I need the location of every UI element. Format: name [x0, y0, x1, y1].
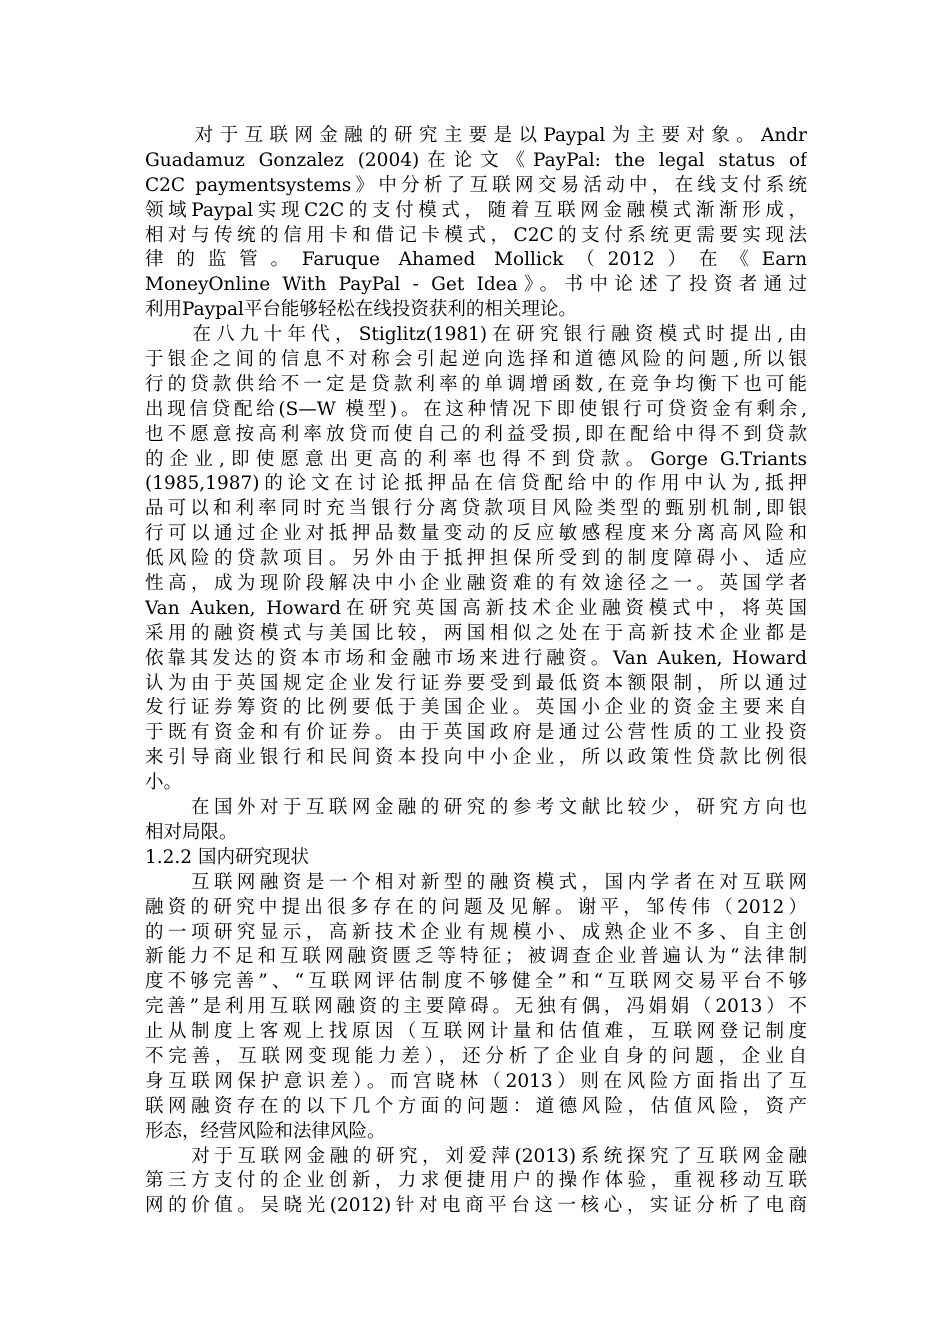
text-line: 度不够完善”、“互联网评估制度不够健全”和“互联网交易平台不够 [145, 971, 807, 993]
text-line: 对于互联网金融的研究主要是以Paypal为主要对象。Andr [145, 125, 807, 146]
text-line: 于既有资金和有价证券。由于英国政府是通过公营性质的工业投资 [145, 722, 807, 744]
text-line: 发行证券筹资的比例要低于美国企业。英国小企业的资金主要来自 [145, 697, 807, 719]
document-page [145, 124, 807, 1219]
text-line: C2C paymentsystems》中分析了互联网交易活动中，在线支付系统 [145, 174, 807, 196]
paragraph-domestic-research [145, 871, 807, 1145]
paragraph-internet-finance-research [145, 1145, 807, 1220]
text-line: 依靠其发达的资本市场和金融市场来进行融资。Van Auken, Howard [145, 647, 807, 669]
text-line: 对于互联网金融的研究，刘爱萍(2013)系统探究了互联网金融 [145, 1145, 807, 1167]
text-line: 来引导商业银行和民间资本投向中小企业，所以政策性贷款比例很 [145, 747, 807, 769]
section-heading [145, 846, 807, 871]
text-line: 互联网融资是一个相对新型的融资模式，国内学者在对互联网 [145, 871, 807, 893]
text-line: 于银企之间的信息不对称会引起逆向选择和道德风险的问题,所以银 [145, 349, 807, 371]
text-line: 相对与传统的信用卡和借记卡模式，C2C的支付系统更需要实现法 [145, 224, 807, 246]
text-line: 身互联网保护意识差）。而宫晓林（2013）则在风险方面指出了互 [145, 1070, 807, 1092]
text-line: 行可以通过企业对抵押品数量变动的反应敏感程度来分离高风险和 [145, 523, 807, 545]
text-line: 律的监管。Faruque Ahamed Mollick（2012）在《Earn [145, 249, 807, 271]
text-line: (1985,1987)的论文在讨论抵押品在信贷配给中的作用中认为,抵押 [145, 473, 807, 495]
text-line: 品可以和利率同时充当银行分离贷款项目风险类型的甄别机制,即银 [145, 498, 807, 520]
text-line: 小。 [145, 772, 183, 794]
paragraph-foreign-research-summary [145, 796, 807, 846]
text-line: 认为由于英国规定企业发行证券要受到最低资本额限制，所以通过 [145, 672, 807, 694]
text-line: MoneyOnline With PayPal - Get Idea》。书中论述了投资者通过 [145, 274, 807, 296]
text-line: 利用Paypal平台能够轻松在线投资获利的相关理论。 [145, 299, 577, 321]
text-line: 新能力不足和互联网融资匮乏等特征；被调查企业普遍认为“法律制 [145, 946, 807, 968]
text-line: 低风险的贷款项目。另外由于抵押担保所受到的制度障碍小、适应 [145, 548, 807, 570]
text-line: 的企业,即使愿意出更高的利率也得不到贷款。Gorge G.Triants [145, 448, 807, 470]
text-line: 的一项研究显示，高新技术企业有规模小、成熟企业不多、自主创 [145, 921, 807, 943]
text-line: 在国外对于互联网金融的研究的参考文献比较少，研究方向也 [145, 797, 807, 819]
text-line: 相对局限。 [145, 821, 238, 843]
text-line: Guadamuz Gonzalez (2004)在论文《PayPal: the legal status of [145, 149, 807, 171]
text-line: 不完善，互联网变现能力差），还分析了企业自身的问题，企业自 [145, 1045, 807, 1067]
text-line: 联网融资存在的以下几个方面的问题：道德风险，估值风险，资产 [145, 1095, 807, 1117]
text-line: 也不愿意按高利率放贷而使自己的利益受损,即在配给中得不到贷款 [145, 423, 807, 445]
text-line: 行的贷款供给不一定是贷款利率的单调增函数,在竞争均衡下也可能 [145, 373, 807, 395]
section-heading-text: 1.2.2 国内研究现状 [145, 846, 309, 868]
text-line: 第三方支付的企业创新，力求便捷用户的操作体验，重视移动互联 [145, 1170, 807, 1192]
text-line: 形态，经营风险和法律风险。 [145, 1120, 386, 1142]
text-line: 采用的融资模式与美国比较，两国相似之处在于高新技术企业都是 [145, 622, 807, 644]
paragraph-credit-rationing [145, 323, 807, 796]
text-line: 完善”是利用互联网融资的主要障碍。无独有偶，冯娟娟（2013）不 [145, 996, 807, 1018]
text-line: Van Auken, Howard在研究英国高新技术企业融资模式中，将英国 [145, 597, 807, 619]
text-line: 出现信贷配给(S—W 模型)。在这种情况下即使银行可贷资金有剩余, [145, 398, 807, 420]
paragraph-paypal-research [145, 124, 807, 323]
text-line: 网的价值。吴晓光(2012)针对电商平台这一核心，实证分析了电商 [145, 1195, 807, 1217]
text-line: 领域Paypal实现C2C的支付模式，随着互联网金融模式渐渐形成， [145, 199, 807, 221]
text-line: 融资的研究中提出很多存在的问题及见解。谢平，邹传伟（2012） [145, 896, 807, 918]
text-line: 在八九十年代，Stiglitz(1981)在研究银行融资模式时提出,由 [145, 324, 807, 346]
text-line: 止从制度上客观上找原因（互联网计量和估值难，互联网登记制度 [145, 1021, 807, 1043]
text-line: 性高，成为现阶段解决中小企业融资难的有效途径之一。英国学者 [145, 573, 807, 595]
